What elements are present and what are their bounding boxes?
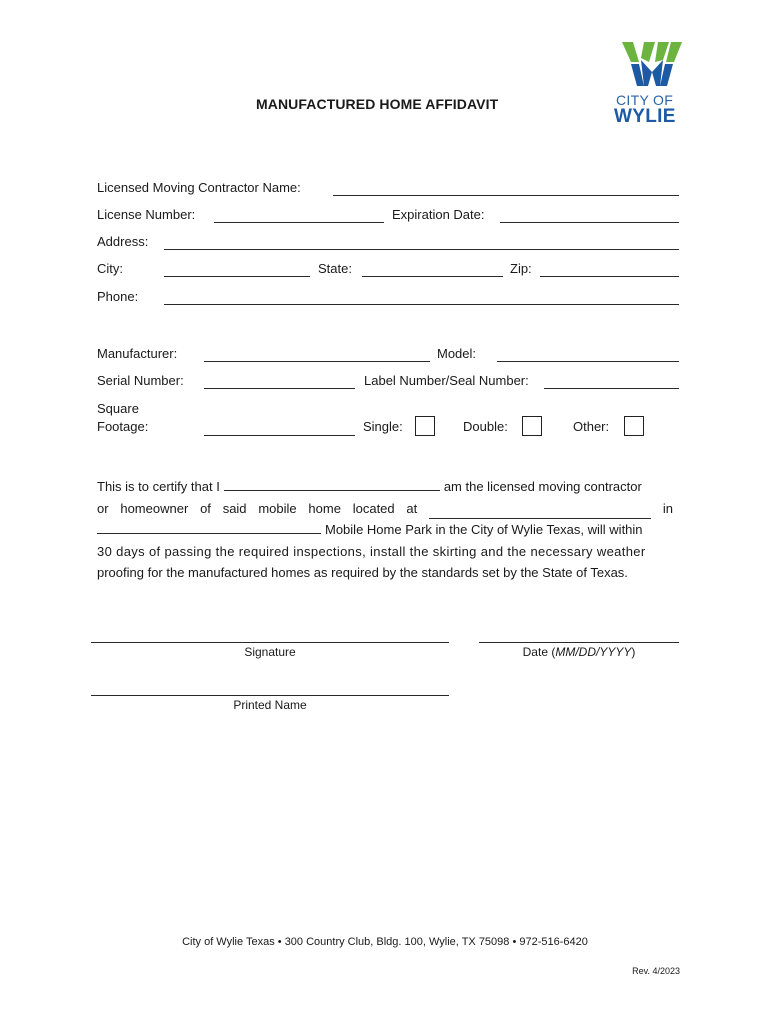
certify-text: of: [200, 500, 211, 516]
single-checkbox[interactable]: [415, 416, 435, 436]
signature-field[interactable]: [91, 642, 449, 643]
double-label: Double:: [463, 419, 508, 434]
date-label-close: ): [631, 645, 636, 659]
signature-label: Signature: [244, 645, 296, 659]
date-label: [479, 645, 679, 659]
license-number-label: License Number:: [97, 207, 196, 222]
state-field[interactable]: [362, 276, 503, 277]
certify-text: homeowner: [120, 500, 189, 516]
manufacturer-field[interactable]: [204, 361, 430, 362]
certify-text: mobile: [258, 500, 297, 516]
single-label: Single:: [363, 419, 403, 434]
certify-text: Mobile Home Park in the City of Wylie Texas, will within: [325, 522, 643, 537]
certifier-name-field[interactable]: [224, 476, 440, 491]
zip-field[interactable]: [540, 276, 679, 277]
home-location-field[interactable]: [429, 504, 651, 519]
page-title: MANUFACTURED HOME AFFIDAVIT: [256, 96, 499, 112]
certify-text: am the licensed moving contractor: [443, 479, 642, 494]
certify-line-4: [97, 541, 673, 563]
phone-label: Phone:: [97, 289, 139, 304]
footer-org: City of Wylie Texas: [182, 936, 275, 948]
square-footage-field[interactable]: [204, 435, 355, 436]
date-label-text: Date (: [522, 645, 556, 659]
other-label: Other:: [573, 419, 610, 434]
state-label: State:: [318, 261, 352, 276]
serial-number-label: Serial Number:: [97, 373, 184, 388]
city-label: City:: [97, 261, 123, 276]
bullet-icon: •: [277, 936, 282, 948]
address-label: Address:: [97, 234, 149, 249]
phone-field[interactable]: [164, 304, 679, 305]
certify-text: 30 days of passing the required inspections, install the skirting and the necessary weather: [97, 543, 646, 559]
footer-phone: 972-516-6420: [519, 936, 588, 948]
certify-text: home: [308, 500, 341, 516]
serial-number-field[interactable]: [204, 388, 355, 389]
footer: [0, 936, 770, 948]
logo-wylie: WYLIE: [614, 106, 676, 127]
label-number-field[interactable]: [544, 388, 679, 389]
wylie-w-icon: [622, 40, 682, 92]
license-number-field[interactable]: [214, 222, 384, 223]
logo-city-of: CITY OF: [616, 92, 674, 108]
date-field[interactable]: [479, 642, 679, 643]
model-field[interactable]: [497, 361, 679, 362]
city-field[interactable]: [164, 276, 310, 277]
certify-line-1: [97, 476, 673, 498]
printed-name-label: Printed Name: [233, 698, 307, 712]
footage-label: Footage:: [97, 419, 149, 434]
certify-text: located: [352, 500, 395, 516]
certify-line-2: [97, 498, 673, 520]
certify-text: at: [406, 500, 418, 516]
zip-label: Zip:: [510, 261, 532, 276]
certify-line-3: [97, 519, 673, 541]
label-number-label: Label Number/Seal Number:: [364, 373, 529, 388]
certify-text: proofing for the manufactured homes as required by the standards set by the State of Texas.: [97, 565, 628, 580]
double-checkbox[interactable]: [522, 416, 542, 436]
footer-address: 300 Country Club, Bldg. 100, Wylie, TX 75098: [284, 936, 510, 948]
expiration-date-field[interactable]: [500, 222, 679, 223]
printed-name-field[interactable]: [91, 695, 449, 696]
date-format: MM/DD/YYYY: [555, 645, 632, 659]
certify-text: This is to certify that I: [97, 479, 220, 494]
square-label: Square: [97, 401, 139, 416]
model-label: Model:: [437, 346, 477, 361]
certify-text: in: [662, 500, 673, 516]
address-field[interactable]: [164, 249, 679, 250]
manufacturer-label: Manufacturer:: [97, 346, 178, 361]
certification-paragraph: [97, 476, 673, 584]
park-name-field[interactable]: [97, 519, 321, 534]
certify-text: said: [222, 500, 247, 516]
expiration-date-label: Expiration Date:: [392, 207, 485, 222]
contractor-name-field[interactable]: [333, 195, 679, 196]
bullet-icon: •: [512, 936, 517, 948]
certify-line-5: [97, 562, 673, 584]
contractor-name-label: Licensed Moving Contractor Name:: [97, 180, 301, 195]
certify-text: or: [97, 500, 109, 516]
other-checkbox[interactable]: [624, 416, 644, 436]
revision-label: Rev. 4/2023: [632, 966, 680, 976]
